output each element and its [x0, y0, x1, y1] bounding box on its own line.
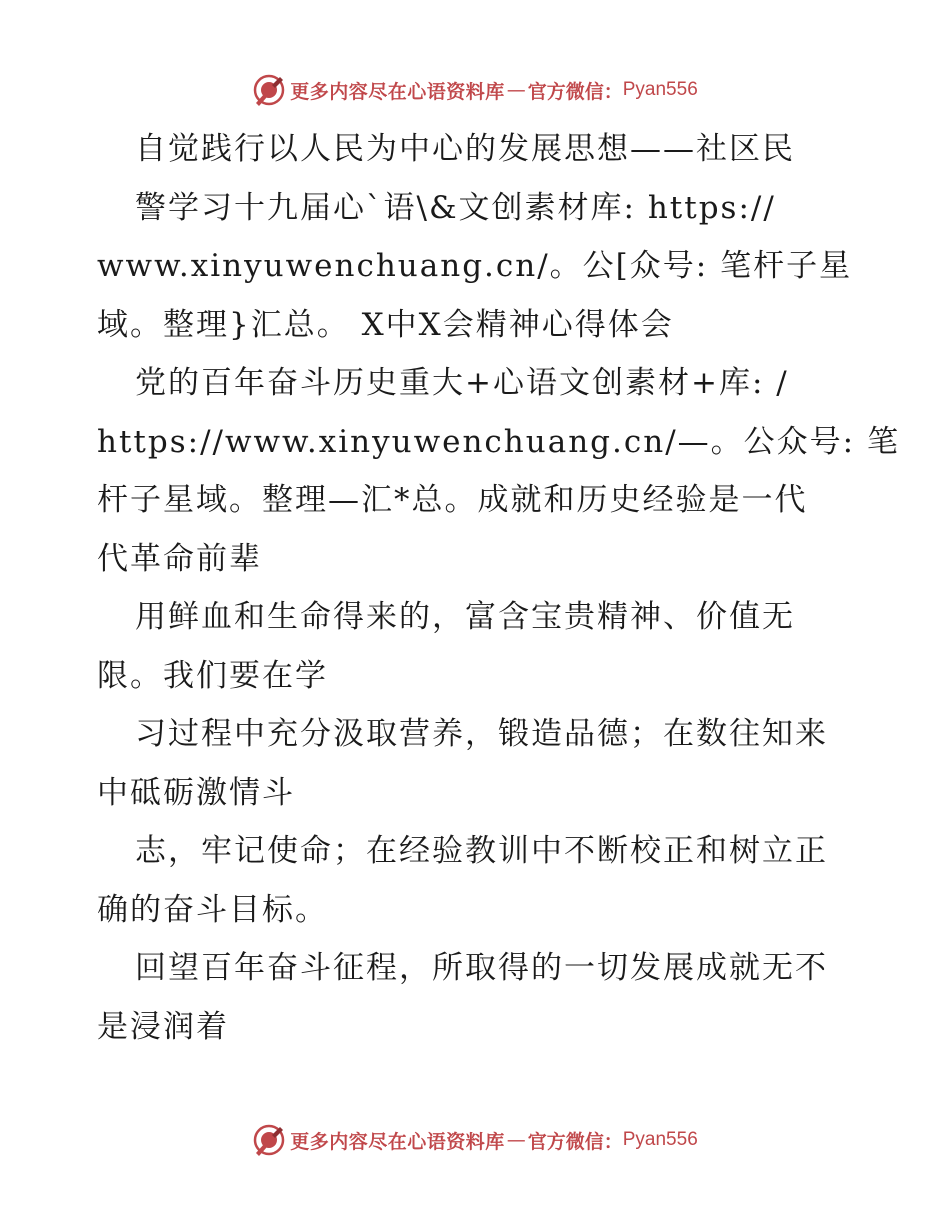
footer-dash: —: [506, 1129, 526, 1151]
body-line: 警学习十九届心`语\&文创素材库: https://: [135, 189, 776, 226]
body-line: 习过程中充分汲取营养，锻造品德；在数往知来: [135, 716, 828, 752]
body-line: 代革命前辈: [97, 540, 262, 577]
header-wechat-label: 官方微信：: [527, 80, 623, 103]
body-line: 限。我们要在学: [97, 657, 328, 694]
body-line: 自觉践行以人民为中心的发展思想——社区民: [135, 131, 795, 167]
pen-logo-icon: [252, 73, 286, 107]
body-line: 回望百年奋斗征程，所取得的一切发展成就无不: [135, 950, 828, 986]
header-banner: [0, 70, 950, 110]
body-line: 是浸润着: [97, 1008, 229, 1045]
body-line: https://www.xinyuwenchuang.cn/—。公众号: 笔: [97, 423, 900, 460]
body-line: 确的奋斗目标。: [97, 891, 328, 928]
body-line: 党的百年奋斗历史重大+心语文创素材+库: /: [135, 365, 789, 401]
body-line: 中砥砺激情斗: [97, 774, 295, 811]
body-line: 杆子星域。整理—汇*总。成就和历史经验是一代: [97, 482, 808, 518]
document-body: [97, 120, 900, 1056]
footer-wechat-id: Pyan556: [622, 1129, 698, 1150]
header-banner-text: 更多内容尽在心语资料库: [290, 80, 505, 103]
footer-banner-text: 更多内容尽在心语资料库: [290, 1130, 505, 1153]
body-line: 志，牢记使命；在经验教训中不断校正和树立正: [135, 833, 828, 869]
footer-banner: [0, 1120, 950, 1160]
body-line: 用鲜血和生命得来的，富含宝贵精神、价值无: [135, 599, 795, 635]
footer-wechat-label: 官方微信：: [527, 1130, 623, 1153]
header-dash: —: [506, 79, 526, 101]
body-line: 域。整理}汇总。 X中X会精神心得体会: [97, 306, 674, 343]
body-line: www.xinyuwenchuang.cn/。公[众号: 笔杆子星: [97, 248, 853, 284]
header-wechat-id: Pyan556: [622, 79, 698, 100]
pen-logo-icon: [252, 1123, 286, 1157]
